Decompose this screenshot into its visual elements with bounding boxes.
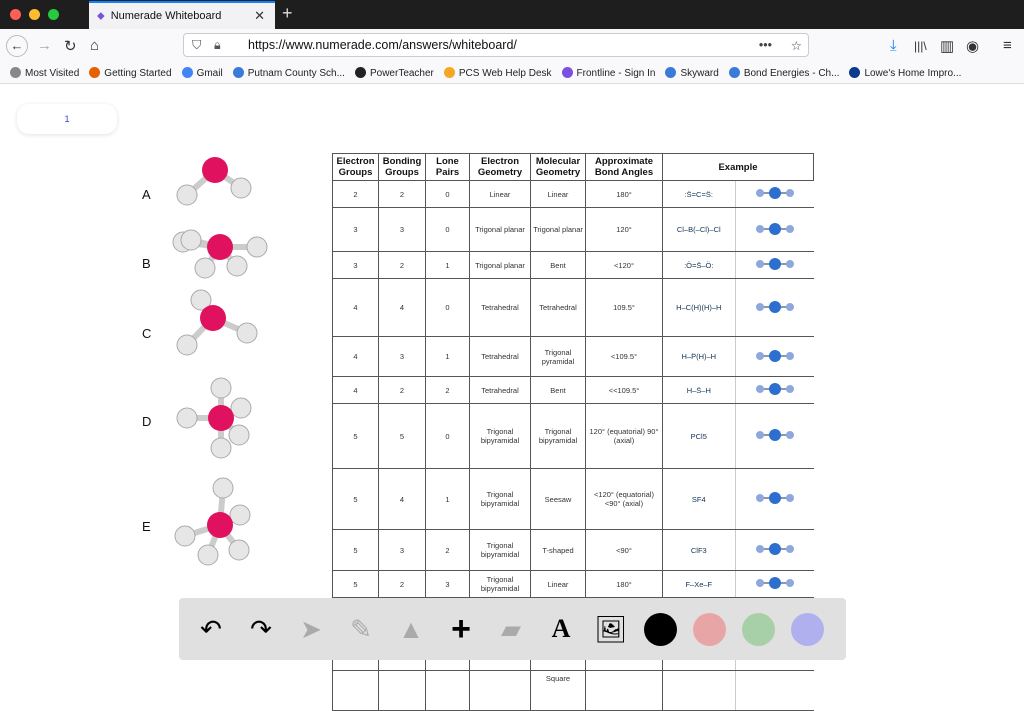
- bookmark-label: PCS Web Help Desk: [458, 67, 552, 79]
- molecule-label: C: [142, 326, 152, 341]
- table-cell: <90°: [586, 530, 663, 571]
- bookmark-label: Skyward: [680, 67, 719, 79]
- 3d-model-icon: [735, 279, 813, 337]
- hydrogen-atom: [230, 505, 250, 525]
- 3d-model-icon: [735, 404, 813, 469]
- table-cell: Tetrahedral: [470, 377, 531, 404]
- molecule-label: A: [142, 187, 151, 202]
- table-cell: <109.5°: [586, 337, 663, 377]
- hydrogen-atom: [198, 545, 218, 565]
- table-cell: Linear: [470, 181, 531, 208]
- table-cell: Trigonal pyramidal: [531, 337, 586, 377]
- hydrogen-atom: [229, 540, 249, 560]
- table-cell: 4: [333, 377, 379, 404]
- table-cell: 3: [426, 571, 470, 598]
- table-row: [333, 252, 814, 279]
- column-header: Example: [663, 154, 814, 181]
- column-header: Approximate Bond Angles: [586, 154, 663, 181]
- lewis-structure: ClF3: [663, 530, 736, 571]
- lewis-structure: [663, 671, 736, 711]
- undo-icon[interactable]: ↶: [200, 613, 222, 644]
- table-cell: 1: [426, 469, 470, 530]
- numerade-logo-icon: ⬥: [97, 9, 105, 22]
- lewis-structure: Cl–B(–Cl)–Cl: [663, 208, 736, 252]
- bookmark-icon: [444, 67, 455, 78]
- table-row: [333, 671, 814, 711]
- central-atom: [207, 512, 233, 538]
- hydrogen-atom: [177, 185, 197, 205]
- bookmark-item[interactable]: [89, 67, 171, 79]
- table-cell: 3: [379, 337, 426, 377]
- table-cell: Trigonal planar: [531, 208, 586, 252]
- color-swatch-green[interactable]: [742, 613, 775, 646]
- table-cell: 120° (equatorial) 90° (axial): [586, 404, 663, 469]
- lewis-structure: H–P̈(H)–H: [663, 337, 736, 377]
- table-cell: Bent: [531, 377, 586, 404]
- eraser-icon[interactable]: ▰: [501, 613, 521, 644]
- bookmark-icon: [355, 67, 366, 78]
- select-pointer-icon[interactable]: ➤: [300, 613, 322, 644]
- table-cell: 109.5°: [586, 279, 663, 337]
- table-cell: <120°: [586, 252, 663, 279]
- hydrogen-atom: [181, 230, 201, 250]
- table-cell: <<109.5°: [586, 377, 663, 404]
- hydrogen-atom: [213, 478, 233, 498]
- reload-button[interactable]: ↻: [64, 37, 77, 55]
- table-cell: Tetrahedral: [470, 279, 531, 337]
- 3d-model-icon: [735, 181, 813, 208]
- central-atom: [202, 157, 228, 183]
- table-row: [333, 469, 814, 530]
- table-cell: 2: [426, 377, 470, 404]
- table-cell: Trigonal bipyramidal: [470, 404, 531, 469]
- bookmark-item[interactable]: [562, 67, 656, 79]
- hydrogen-atom: [211, 438, 231, 458]
- bookmark-item[interactable]: [444, 67, 552, 79]
- bookmark-item[interactable]: [355, 67, 434, 79]
- 3d-model-icon: [735, 530, 813, 571]
- table-cell: Bent: [531, 252, 586, 279]
- bookmark-item[interactable]: [10, 67, 79, 79]
- hydrogen-atom: [175, 526, 195, 546]
- table-cell: Trigonal planar: [470, 208, 531, 252]
- back-button[interactable]: ←: [6, 35, 28, 57]
- table-cell: Trigonal bipyramidal: [470, 469, 531, 530]
- 3d-model-icon: [735, 337, 813, 377]
- lewis-structure: H–S̈–H: [663, 377, 736, 404]
- table-cell: 2: [379, 252, 426, 279]
- table-cell: 4: [333, 279, 379, 337]
- table-cell: 2: [379, 181, 426, 208]
- hydrogen-atom: [247, 237, 267, 257]
- add-icon[interactable]: +: [451, 609, 471, 648]
- hydrogen-atom: [195, 258, 215, 278]
- shapes-icon[interactable]: ▲: [398, 613, 424, 644]
- bookmark-icon: [849, 67, 860, 78]
- molecule-models: [165, 150, 275, 570]
- table-cell: 5: [333, 469, 379, 530]
- table-cell: Trigonal planar: [470, 252, 531, 279]
- table-row: [333, 181, 814, 208]
- table-cell: 2: [379, 377, 426, 404]
- browser-tab[interactable]: [89, 1, 275, 29]
- 3d-model-icon: [735, 252, 813, 279]
- bookmark-label: Gmail: [196, 67, 223, 79]
- bookmark-label: PowerTeacher: [369, 67, 434, 79]
- bookmark-star-icon[interactable]: ☆: [790, 38, 802, 53]
- page-actions-icon[interactable]: •••: [758, 38, 772, 52]
- shield-icon: ⛉: [192, 37, 202, 52]
- pencil-icon[interactable]: ✎: [350, 613, 372, 644]
- table-header-row: [333, 154, 814, 181]
- table-row: [333, 208, 814, 252]
- bookmark-item[interactable]: [665, 67, 718, 79]
- table-row: [333, 530, 814, 571]
- central-atom: [200, 305, 226, 331]
- table-cell: 120°: [586, 208, 663, 252]
- sidebar-icon[interactable]: ▥: [940, 37, 955, 55]
- hydrogen-atom: [229, 425, 249, 445]
- lock-icon: 🔒︎: [214, 37, 221, 52]
- bookmark-label: Frontline - Sign In: [576, 67, 656, 79]
- library-icon[interactable]: |||\: [914, 38, 927, 53]
- table-cell: 0: [426, 181, 470, 208]
- table-cell: 3: [333, 252, 379, 279]
- download-icon[interactable]: ⤓: [890, 37, 897, 54]
- table-row: [333, 404, 814, 469]
- color-swatch-red[interactable]: [693, 613, 726, 646]
- column-header: Lone Pairs: [426, 154, 470, 181]
- table-cell: Linear: [531, 181, 586, 208]
- bookmark-label: Lowe's Home Impro...: [864, 67, 962, 79]
- hydrogen-atom: [231, 178, 251, 198]
- image-icon[interactable]: 🖼︎: [594, 613, 628, 644]
- table-row: [333, 571, 814, 598]
- table-cell: 2: [379, 571, 426, 598]
- bookmark-label: Putnam County Sch...: [247, 67, 345, 79]
- hydrogen-atom: [231, 398, 251, 418]
- page-indicator[interactable]: 1: [17, 104, 117, 134]
- table-cell: 1: [426, 252, 470, 279]
- bookmark-icon: [233, 67, 244, 78]
- table-cell: 3: [379, 530, 426, 571]
- molecule-label: E: [142, 519, 151, 534]
- redo-icon[interactable]: ↷: [250, 613, 272, 644]
- hydrogen-atom: [211, 378, 231, 398]
- bookmark-icon: [665, 67, 676, 78]
- lewis-structure: H–C(H)(H)–H: [663, 279, 736, 337]
- account-icon[interactable]: ◉: [966, 37, 980, 55]
- column-header: Molecular Geometry: [531, 154, 586, 181]
- hydrogen-atom: [227, 256, 247, 276]
- table-cell: 3: [333, 208, 379, 252]
- 3d-model-icon: [735, 571, 813, 598]
- table-cell: 4: [379, 469, 426, 530]
- table-cell: 180°: [586, 571, 663, 598]
- table-cell: Linear: [531, 571, 586, 598]
- close-tab-icon[interactable]: ✕: [254, 8, 265, 23]
- table-cell: Seesaw: [531, 469, 586, 530]
- bookmark-icon: [562, 67, 573, 78]
- lewis-structure: PCl5: [663, 404, 736, 469]
- table-cell: T-shaped: [531, 530, 586, 571]
- bookmark-item[interactable]: [233, 67, 345, 79]
- hydrogen-atom: [177, 335, 197, 355]
- bookmark-icon: [89, 67, 100, 78]
- molecule-label: B: [142, 256, 151, 271]
- bookmark-label: Getting Started: [104, 67, 172, 79]
- table-row: [333, 337, 814, 377]
- maximize-window-button[interactable]: [48, 9, 59, 20]
- bookmark-item[interactable]: [849, 67, 961, 79]
- table-cell: 5: [333, 571, 379, 598]
- table-cell: Trigonal bipyramidal: [470, 571, 531, 598]
- table-cell: 0: [426, 208, 470, 252]
- bookmark-label: Bond Energies - Ch...: [743, 67, 840, 79]
- bookmark-item[interactable]: [729, 67, 840, 79]
- bookmark-icon: [182, 67, 193, 78]
- column-header: Bonding Groups: [379, 154, 426, 181]
- column-header: Electron Groups: [333, 154, 379, 181]
- 3d-model-icon: [735, 208, 813, 252]
- table-cell: <120° (equatorial) <90° (axial): [586, 469, 663, 530]
- bookmark-item[interactable]: [182, 67, 223, 79]
- table-cell: 180°: [586, 181, 663, 208]
- table-cell: 2: [426, 530, 470, 571]
- url-bar[interactable]: [183, 33, 809, 57]
- central-atom: [207, 234, 233, 260]
- text-tool-icon[interactable]: A: [551, 614, 571, 643]
- molecule-label: D: [142, 414, 152, 429]
- color-swatch-blue[interactable]: [791, 613, 824, 646]
- 3d-model-icon: [735, 671, 813, 711]
- table-cell: Square: [531, 671, 586, 711]
- table-cell: 5: [379, 404, 426, 469]
- color-swatch-black[interactable]: [644, 613, 677, 646]
- lewis-structure: :S̈=C=S̈:: [663, 181, 736, 208]
- table-cell: [333, 671, 379, 711]
- bookmark-icon: [729, 67, 740, 78]
- table-cell: Tetrahedral: [470, 337, 531, 377]
- table-cell: Trigonal bipyramidal: [470, 530, 531, 571]
- bookmark-label: Most Visited: [25, 67, 80, 79]
- bookmarks-bar: [0, 62, 1024, 84]
- lewis-structure: F–Xe–F: [663, 571, 736, 598]
- table-cell: 0: [426, 404, 470, 469]
- central-atom: [208, 405, 234, 431]
- table-cell: 0: [426, 279, 470, 337]
- close-window-button[interactable]: [10, 9, 21, 20]
- table-cell: 5: [333, 530, 379, 571]
- table-cell: 4: [379, 279, 426, 337]
- lewis-structure: SF4: [663, 469, 736, 530]
- table-cell: 3: [379, 208, 426, 252]
- table-cell: [470, 671, 531, 711]
- whiteboard-toolbar: [179, 598, 846, 660]
- table-cell: 1: [426, 337, 470, 377]
- table-row: [333, 279, 814, 337]
- column-header: Electron Geometry: [470, 154, 531, 181]
- 3d-model-icon: [735, 469, 813, 530]
- forward-button[interactable]: →: [37, 37, 52, 54]
- 3d-model-icon: [735, 377, 813, 404]
- minimize-window-button[interactable]: [29, 9, 40, 20]
- table-cell: 2: [333, 181, 379, 208]
- table-cell: [426, 671, 470, 711]
- hydrogen-atom: [177, 408, 197, 428]
- tab-title: Numerade Whiteboard: [110, 10, 222, 22]
- hydrogen-atom: [237, 323, 257, 343]
- table-cell: 4: [333, 337, 379, 377]
- table-row: [333, 377, 814, 404]
- table-cell: Trigonal bipyramidal: [531, 404, 586, 469]
- home-button[interactable]: ⌂: [90, 37, 100, 54]
- tab-bar: [0, 0, 1024, 29]
- lewis-structure: :Ö=S̈–Ö:: [663, 252, 736, 279]
- url-text: https://www.numerade.com/answers/whiteboard/: [248, 38, 517, 52]
- table-cell: [379, 671, 426, 711]
- table-cell: 5: [333, 404, 379, 469]
- table-cell: Tetrahedral: [531, 279, 586, 337]
- table-cell: [586, 671, 663, 711]
- bookmark-icon: [10, 67, 21, 78]
- new-tab-button[interactable]: +: [282, 3, 293, 23]
- menu-icon[interactable]: ≡: [1003, 37, 1012, 54]
